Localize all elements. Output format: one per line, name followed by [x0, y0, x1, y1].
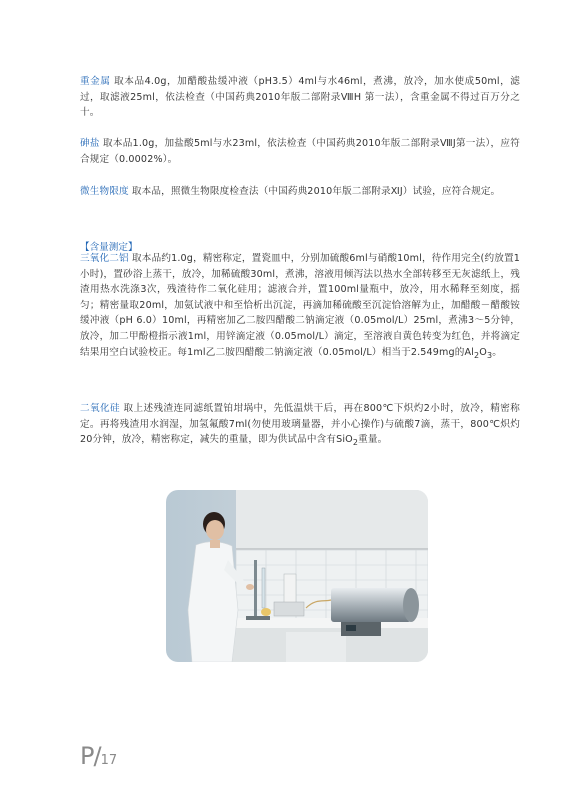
alumina-heading: 三氧化二铝	[80, 253, 129, 264]
heavy-metal-text: 取本品4.0g，加醋酸盐缓冲液（pH3.5）4ml与水46ml，煮沸，放冷，加水使成50ml，滤过，取滤液25ml，依法检查（中国药典2010年版二部附录ⅧH 第一法），含重金属不得过百万分之十。	[80, 76, 520, 119]
assay-section-title: 【含量测定】	[80, 242, 138, 253]
alumina-sub2: 3	[487, 350, 493, 360]
silica-sub: 2	[352, 438, 359, 448]
alumina-text: 取本品约1.0g，精密称定，置瓷皿中，分别加硫酸6ml与硝酸10ml，待作用完全(约放置1小时)，置砂浴上蒸干，放冷，加稀硫酸30ml，煮沸，溶液用倾泻法以热水全部转移至无灰滤纸上，残渣用热水洗涤3次，残渣待作二氧化硅用；滤液合并，置100ml量瓶中，放冷，用水稀释至刻度，摇匀；精密量取20ml，加氨试液中和至恰析出沉淀，再滴加稀硫酸至沉淀恰溶解为止，加醋酸－醋酸铵缓冲液（pH 6.0）10ml，再精密加乙二胺四醋酸二钠滴定液（0.05mol/L）25ml，煮沸3～5分钟，放冷，加二甲酚橙指示液1ml，用锌滴定液（0.05mol/L）滴定，至溶液自黄色转变为红色，并将滴定结果用空白试验校正。每1ml乙二胺四醋酸二钠滴定液（0.05mol/L）相当于2.549mg的Al	[80, 253, 521, 358]
alumina-end: 。	[492, 346, 502, 358]
lab-photo	[166, 490, 428, 662]
page-number-value: 17	[100, 753, 118, 768]
silica-heading: 二氧化硅	[80, 403, 121, 414]
page-number-slash: /	[93, 742, 101, 770]
heavy-metal-heading: 重金属	[80, 76, 111, 87]
page-number	[80, 742, 117, 770]
microbial-paragraph	[80, 184, 520, 200]
silica-text: 取上述残渣连同滤纸置铂坩埚中，先低温烘干后，再在800℃下炽灼2小时，放冷，精密称定。再将残渣用水润湿，加氢氟酸7ml(勿使用玻璃量器，并小心操作)与硫酸7滴，蒸干，800℃炽灼20分钟，放冷，精密称定，减失的重量，即为供试品中含有SiO	[80, 403, 521, 446]
microbial-heading: 微生物限度	[80, 186, 129, 197]
heavy-metal-paragraph	[80, 74, 520, 121]
alumina-mid: O	[479, 346, 487, 358]
arsenic-heading: 砷盐	[80, 138, 100, 149]
page-number-p: P	[80, 742, 94, 770]
arsenic-text: 取本品1.0g，加盐酸5ml与水23ml，依法检查（中国药典2010年版二部附录ⅧJ第一法），应符合规定（0.0002%）。	[80, 138, 520, 165]
arsenic-paragraph	[80, 136, 520, 167]
silica-end: 重量。	[358, 434, 388, 446]
alumina-paragraph	[80, 251, 520, 363]
alumina-sub1: 2	[474, 350, 480, 360]
silica-paragraph	[80, 401, 520, 451]
microbial-text: 取本品，照微生物限度检查法（中国药典2010年版二部附录ⅪJ）试验，应符合规定。	[131, 186, 501, 197]
